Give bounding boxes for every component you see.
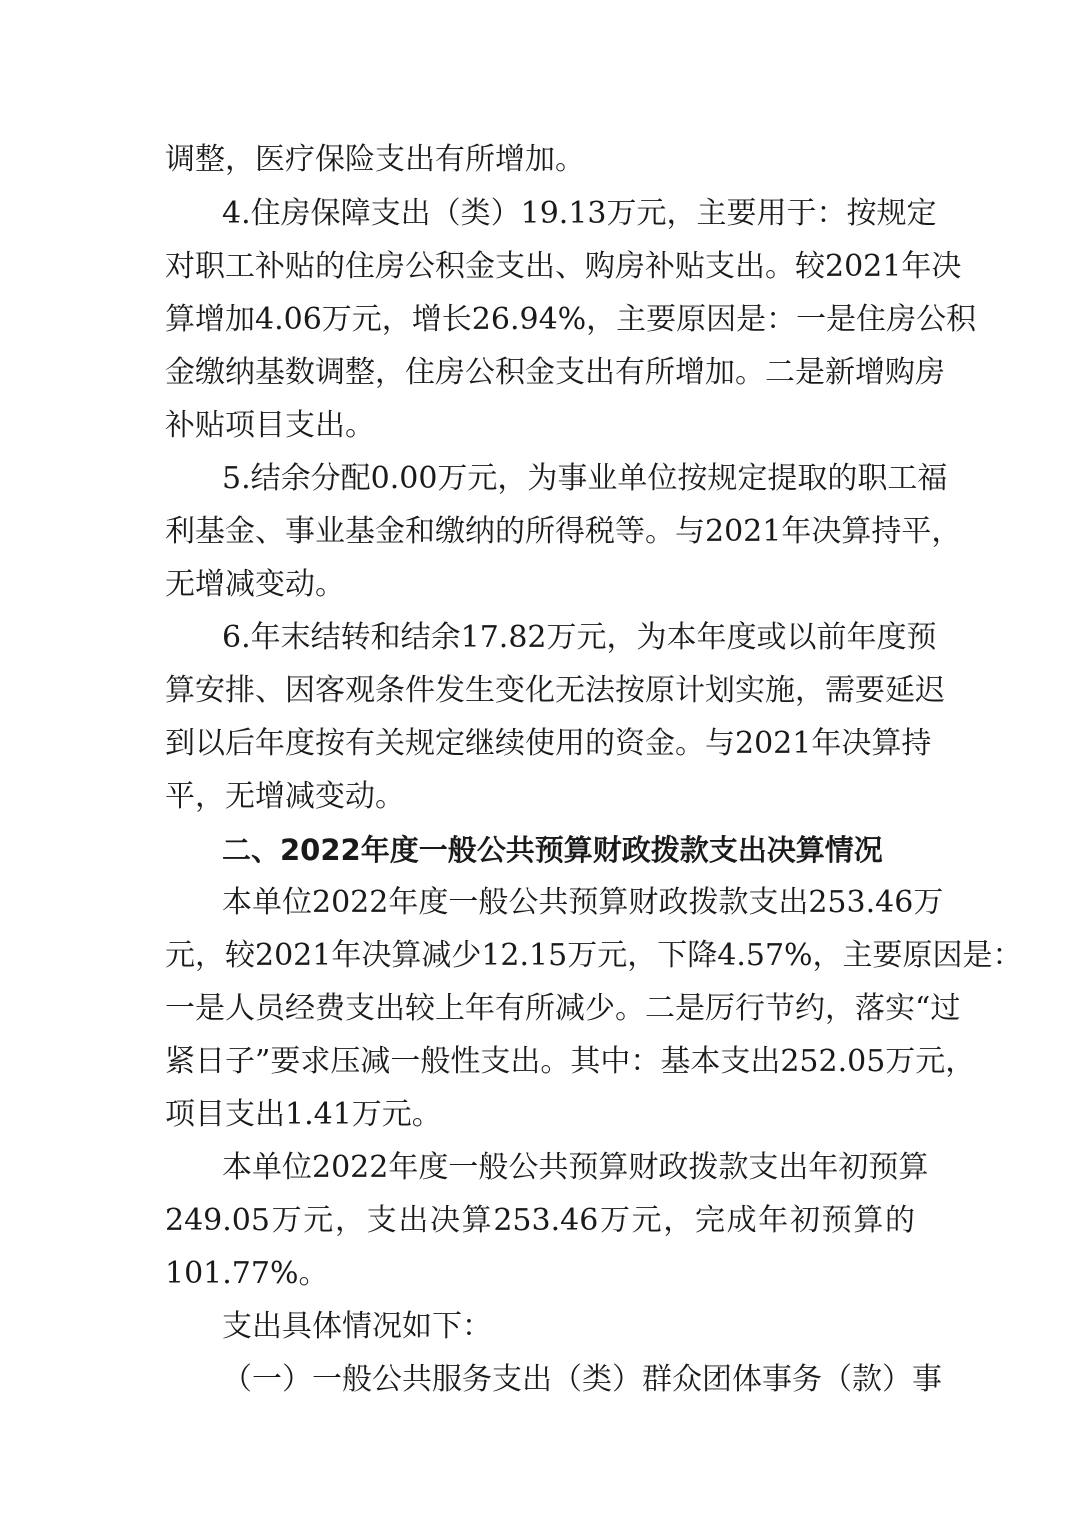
paragraph-line: 紧日子”要求压减一般性支出。其中：基本支出252.05万元， bbox=[165, 1044, 976, 1079]
paragraph-line: 6.年末结转和结余17.82万元，为本年度或以前年度预 bbox=[222, 620, 937, 655]
paragraph-line: 对职工补贴的住房公积金支出、购房补贴支出。较2021年决 bbox=[165, 249, 962, 284]
section-heading: 二、2022年度一般公共预算财政拨款支出决算情况 bbox=[222, 833, 883, 867]
paragraph-line: 5.结余分配0.00万元，为事业单位按规定提取的职工福 bbox=[222, 461, 948, 496]
paragraph-line: 本单位2022年度一般公共预算财政拨款支出253.46万 bbox=[222, 885, 944, 920]
paragraph-line: 项目支出1.41万元。 bbox=[165, 1097, 442, 1132]
paragraph-line: 249.05万元，支出决算253.46万元，完成年初预算的 bbox=[165, 1203, 915, 1238]
paragraph-line: 利基金、事业基金和缴纳的所得税等。与2021年决算持平， bbox=[165, 514, 962, 549]
paragraph-line: 金缴纳基数调整，住房公积金支出有所增加。二是新增购房 bbox=[165, 355, 945, 390]
paragraph-line: （一）一般公共服务支出（类）群众团体事务（款）事 bbox=[222, 1362, 942, 1397]
paragraph-line: 101.77%。 bbox=[165, 1256, 329, 1291]
paragraph-line: 算增加4.06万元，增长26.94%，主要原因是：一是住房公积 bbox=[165, 302, 977, 337]
paragraph-line: 调整，医疗保险支出有所增加。 bbox=[165, 142, 585, 177]
paragraph-line: 补贴项目支出。 bbox=[165, 408, 375, 443]
paragraph-line: 算安排、因客观条件发生变化无法按原计划实施，需要延迟 bbox=[165, 673, 945, 708]
paragraph-line: 本单位2022年度一般公共预算财政拨款支出年初预算 bbox=[222, 1150, 929, 1185]
paragraph-line: 元，较2021年决算减少12.15万元，下降4.57%，主要原因是： bbox=[165, 938, 1023, 973]
paragraph-line: 支出具体情况如下： bbox=[222, 1309, 492, 1344]
paragraph-line: 一是人员经费支出较上年有所减少。二是厉行节约，落实“过 bbox=[165, 991, 961, 1026]
paragraph-line: 无增减变动。 bbox=[165, 567, 345, 602]
paragraph-line: 到以后年度按有关规定继续使用的资金。与2021年决算持 bbox=[165, 726, 932, 761]
paragraph-line: 平，无增减变动。 bbox=[165, 779, 405, 814]
paragraph-line: 4.住房保障支出（类）19.13万元，主要用于：按规定 bbox=[222, 196, 937, 231]
